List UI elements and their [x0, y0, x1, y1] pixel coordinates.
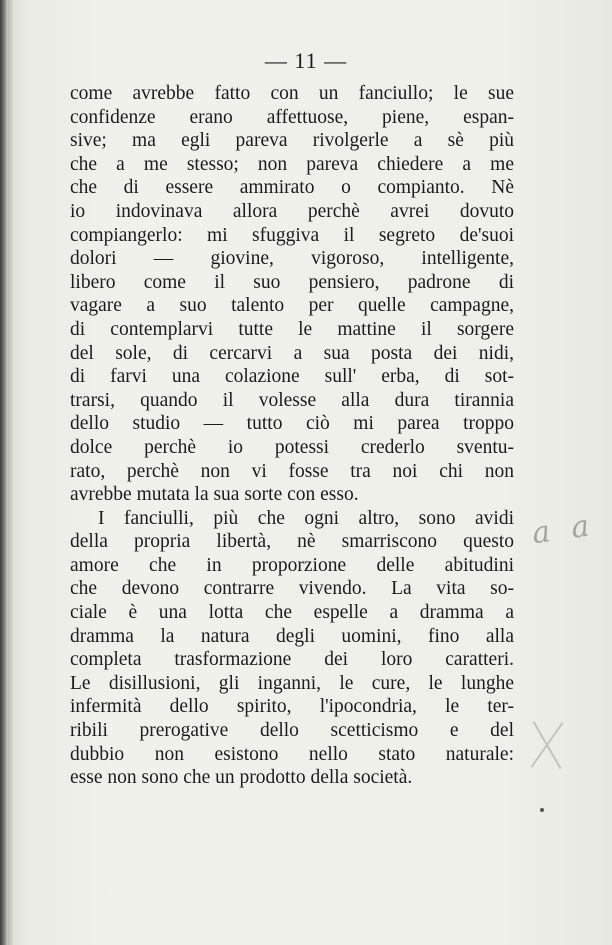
- margin-handwriting: a a: [529, 507, 598, 552]
- margin-pencil-mark: [528, 722, 566, 768]
- text-line: ribili prerogative dello scetticismo e del: [70, 720, 514, 742]
- text-line: io indovinava allora perchè avrei dovuto: [70, 200, 514, 222]
- text-line: dubbio non esistono nello stato naturale:: [70, 743, 514, 765]
- text-line: che a me stesso; non pareva chiedere a me: [70, 153, 514, 175]
- text-line: compiangerlo: mi sfuggiva il segreto de'suoi: [70, 224, 514, 246]
- body-text: [70, 82, 514, 790]
- ink-speck: [540, 808, 544, 812]
- text-line: che di essere ammirato o compianto. Nè: [70, 177, 514, 199]
- text-line: ciale è una lotta che espelle a dramma a: [70, 602, 514, 624]
- text-line: di contemplarvi tutte le mattine il sorgere: [70, 318, 514, 340]
- text-line: sive; ma egli pareva rivolgerle a sè più: [70, 130, 514, 152]
- binding-edge: [0, 0, 8, 945]
- text-line: rato, perchè non vi fosse tra noi chi non: [70, 460, 514, 482]
- page-number: — 11 —: [264, 48, 348, 73]
- text-line: dello studio — tutto ciò mi parea troppo: [70, 413, 514, 435]
- text-line: completa trasformazione dei loro caratteri.: [70, 649, 514, 671]
- text-line: amore che in proporzione delle abitudini: [70, 554, 514, 576]
- text-line: come avrebbe fatto con un fanciullo; le sue: [70, 83, 514, 104]
- text-line: I fanciulli, più che ogni altro, sono avidi: [98, 507, 514, 529]
- text-line: della propria libertà, nè smarriscono questo: [70, 531, 514, 553]
- text-line: libero come il suo pensiero, padrone di: [70, 271, 514, 293]
- text-line: dolce perchè io potessi crederlo sventu-: [70, 436, 514, 458]
- text-line: dramma la natura degli uomini, fino alla: [70, 625, 514, 647]
- text-line: del sole, di cercarvi a sua posta dei nidi,: [70, 342, 514, 364]
- binding-shadow: [8, 0, 14, 945]
- text-line: esse non sono che un prodotto della società.: [70, 767, 413, 789]
- text-line: avrebbe mutata la sua sorte con esso.: [70, 484, 359, 506]
- text-line: trarsi, quando il volesse alla dura tirannia: [70, 389, 514, 411]
- text-line: Le disillusioni, gli inganni, le cure, le lunghe: [70, 672, 514, 694]
- text-line: vagare a suo talento per quelle campagne,: [70, 295, 514, 317]
- text-line: confidenze erano affettuose, piene, espan-: [70, 106, 514, 128]
- text-line: infermità dello spirito, l'ipocondria, le ter-: [70, 696, 514, 718]
- text-line: che devono contrarre vivendo. La vita so-: [70, 578, 514, 600]
- text-line: dolori — giovine, vigoroso, intelligente,: [70, 248, 514, 270]
- text-line: di farvi una colazione sull' erba, di sot-: [70, 366, 514, 388]
